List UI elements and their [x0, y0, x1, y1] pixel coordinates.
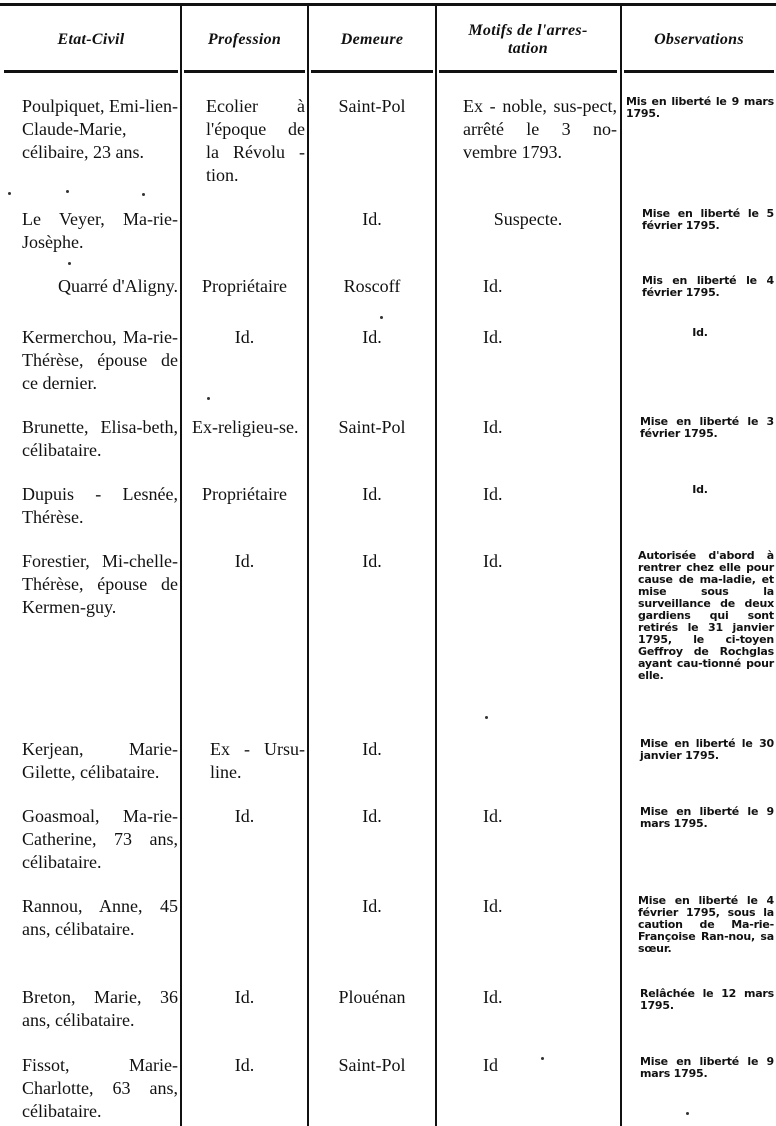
header-rule: [439, 70, 617, 73]
cell-motifs: Id: [483, 1055, 498, 1075]
cell-demeure: Id.: [362, 551, 382, 571]
cell-demeure: Saint-Pol: [338, 96, 406, 116]
cell-motifs: Id.: [483, 276, 503, 296]
cell-observations: Id.: [692, 483, 708, 496]
cell-profession: Id.: [234, 327, 255, 347]
cell-motifs: Id.: [483, 484, 503, 504]
cell-demeure: Id.: [362, 806, 382, 826]
cell-profession: Propriétaire: [202, 484, 287, 504]
cell-demeure: Id.: [362, 327, 382, 347]
ink-speck: [207, 397, 210, 400]
cell-etat-civil: Quarré d'Aligny.: [57, 276, 178, 296]
cell-motifs: Id.: [483, 896, 503, 916]
ink-speck: [8, 192, 11, 195]
cell-observations: Relâchée le 12 mars 1795.: [640, 987, 774, 1012]
cell-motifs: Id.: [483, 551, 503, 571]
ink-speck: [142, 193, 145, 196]
header-rule: [624, 70, 774, 73]
cell-etat-civil: Rannou, Anne, 45 ans, célibataire.: [22, 896, 178, 939]
header-etat-civil: Etat-Civil: [57, 31, 125, 48]
ink-speck: [541, 1057, 544, 1060]
header-demeure: Demeure: [340, 31, 404, 48]
cell-observations: Mise en liberté le 30 janvier 1795.: [640, 737, 774, 762]
top-rule: [0, 3, 776, 6]
cell-demeure: Id.: [362, 209, 382, 229]
ink-speck: [68, 262, 71, 265]
cell-etat-civil: Dupuis - Lesnée, Thérèse.: [22, 484, 178, 527]
cell-profession: Ecolier à l'époque de la Révolu - tion.: [206, 96, 305, 185]
cell-demeure: Saint-Pol: [338, 1055, 406, 1075]
ink-speck: [380, 316, 383, 319]
cell-profession: Ex - Ursu-line.: [210, 739, 305, 782]
cell-demeure: Id.: [362, 896, 382, 916]
cell-observations: Autorisée d'abord à rentrer chez elle pour cause de ma-ladie, et mise sous la surveillance de deux gardiens qui sont retirés le 31 janvier 1795, le ci-toyen Geffroy de Rochglas ayant cau-tionné pour elle.: [638, 549, 774, 682]
cell-profession: Propriétaire: [202, 276, 287, 296]
cell-profession: Id.: [234, 987, 255, 1007]
cell-demeure: Plouénan: [338, 987, 406, 1007]
cell-motifs: Id.: [483, 327, 503, 347]
header-rule: [4, 70, 178, 73]
cell-motifs: Id.: [483, 417, 503, 437]
header-motifs: Motifs de l'arres-tation: [468, 22, 588, 57]
cell-etat-civil: Le Veyer, Ma-rie-Josèphe.: [22, 209, 178, 252]
cell-demeure: Id.: [362, 739, 382, 759]
cell-demeure: Id.: [362, 484, 382, 504]
cell-etat-civil: Poulpiquet, Emi-lien-Claude-Marie, célibaire, 23 ans.: [22, 96, 178, 162]
cell-etat-civil: Kermerchou, Ma-rie-Thérèse, épouse de ce dernier.: [22, 327, 178, 393]
column-divider: [180, 6, 182, 1126]
header-rule: [311, 70, 433, 73]
header-rule: [184, 70, 305, 73]
cell-etat-civil: Forestier, Mi-chelle-Thérèse, épouse de Kermen-guy.: [22, 551, 178, 617]
cell-observations: Mise en liberté le 5 février 1795.: [642, 207, 774, 232]
cell-etat-civil: Goasmoal, Ma-rie-Catherine, 73 ans, célibataire.: [22, 806, 178, 872]
column-divider: [307, 6, 309, 1126]
cell-etat-civil: Brunette, Elisa-beth, célibataire.: [22, 417, 178, 460]
cell-profession: Ex-religieu-se.: [192, 417, 299, 437]
cell-etat-civil: Fissot, Marie-Charlotte, 63 ans, célibataire.: [22, 1055, 178, 1121]
column-divider: [620, 6, 622, 1126]
ink-speck: [686, 1112, 689, 1115]
cell-observations: Mise en liberté le 9 mars 1795.: [640, 805, 774, 830]
ink-speck: [66, 190, 69, 193]
cell-profession: Id.: [234, 1055, 255, 1075]
cell-observations: Id.: [692, 326, 708, 339]
cell-demeure: Roscoff: [343, 276, 401, 296]
header-profession: Profession: [207, 31, 282, 48]
cell-etat-civil: Kerjean, Marie-Gilette, célibataire.: [22, 739, 178, 782]
column-divider: [435, 6, 437, 1126]
cell-observations: Mise en liberté le 3 février 1795.: [640, 415, 774, 440]
cell-profession: Id.: [234, 551, 255, 571]
cell-observations: Mis en liberté le 9 mars 1795.: [626, 95, 774, 120]
cell-motifs: Id.: [483, 806, 503, 826]
cell-profession: Id.: [234, 806, 255, 826]
cell-observations: Mise en liberté le 9 mars 1795.: [640, 1055, 774, 1080]
cell-observations: Mise en liberté le 4 février 1795, sous la caution de Ma-rie-Françoise Ran-nou, sa sœur.: [638, 894, 774, 955]
ink-speck: [485, 716, 488, 719]
cell-demeure: Saint-Pol: [338, 417, 406, 437]
cell-motifs: Id.: [483, 987, 503, 1007]
cell-motifs: Suspecte.: [493, 209, 563, 229]
cell-etat-civil: Breton, Marie, 36 ans, célibataire.: [22, 987, 178, 1030]
cell-observations: Mis en liberté le 4 février 1795.: [642, 274, 774, 299]
header-observations: Observations: [654, 31, 744, 48]
cell-motifs: Ex - noble, sus-pect, arrêté le 3 no-vembre 1793.: [463, 96, 617, 162]
